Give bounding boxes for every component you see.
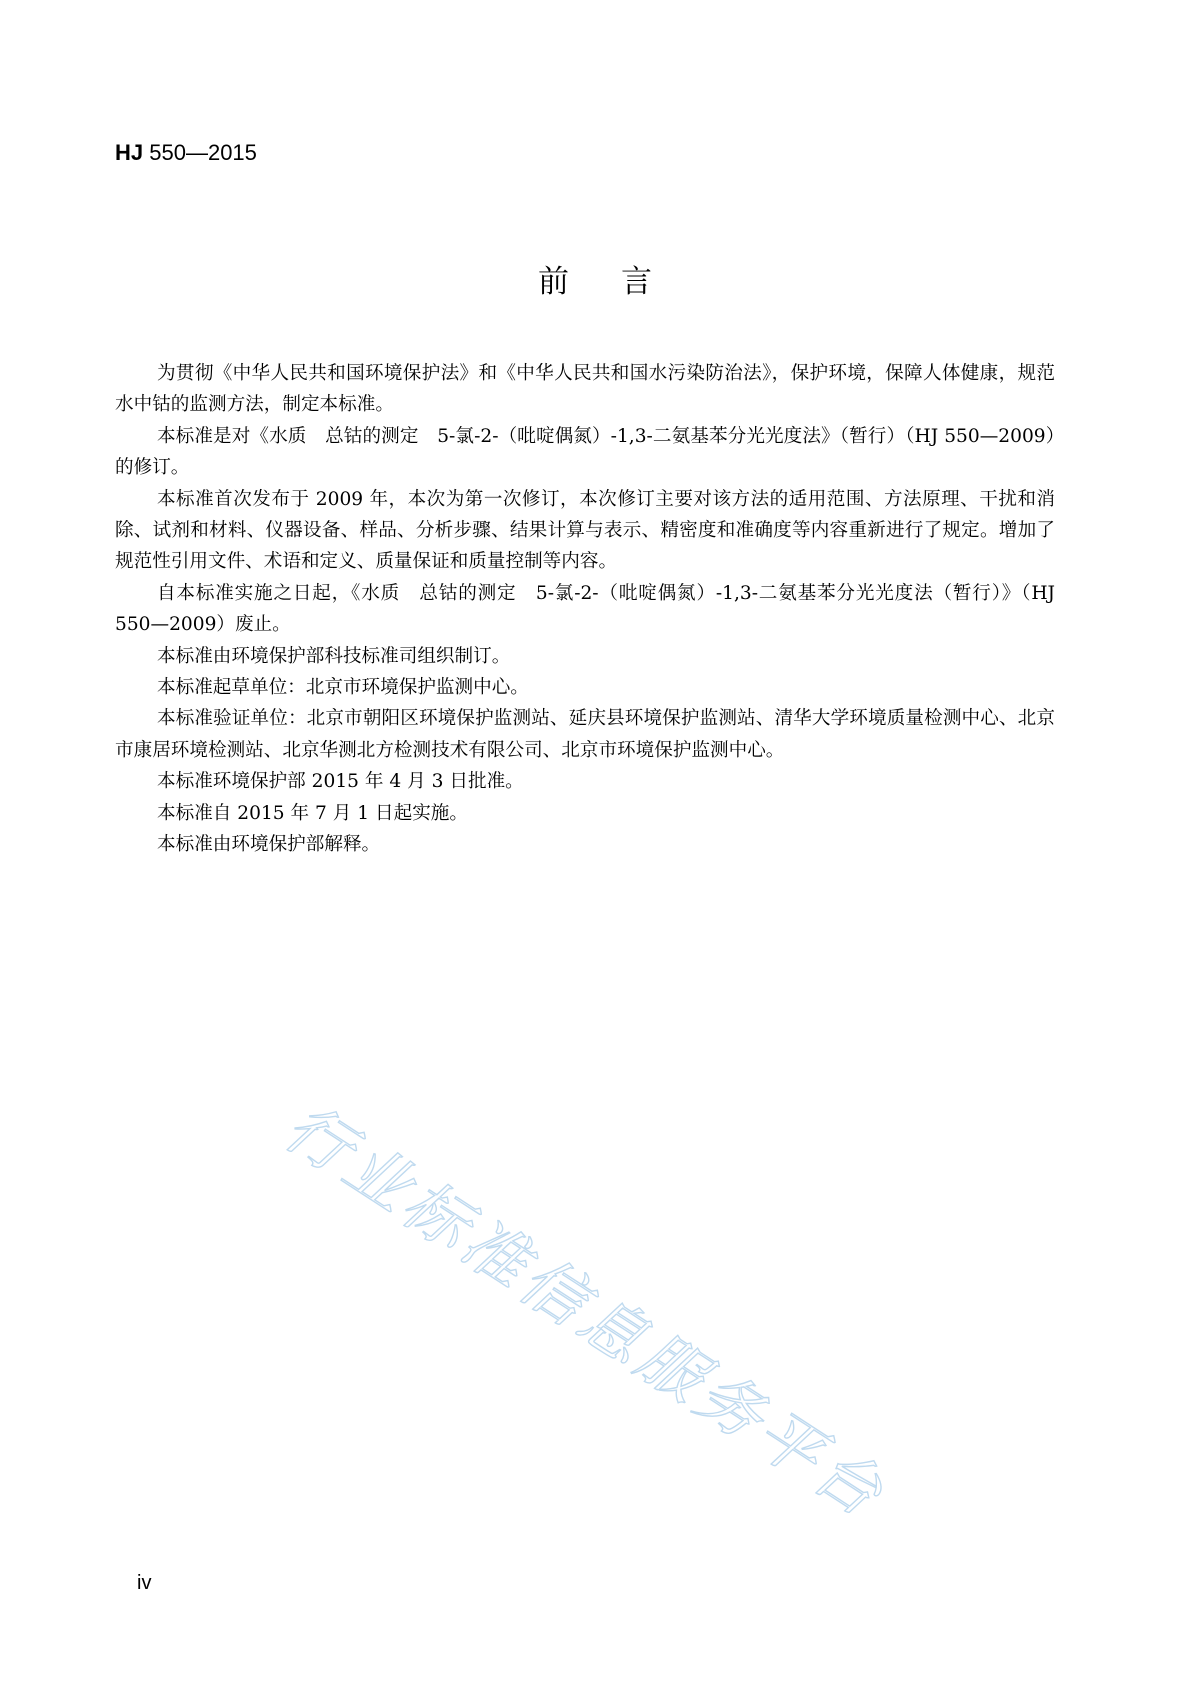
paragraph: 本标准验证单位：北京市朝阳区环境保护监测站、延庆县环境保护监测站、清华大学环境质量检测中心、北京市康居环境检测站、北京华测北方检测技术有限公司、北京市环境保护监测中心。: [115, 708, 1055, 761]
paragraph: 本标准由环境保护部科技标准司组织制订。: [157, 645, 511, 667]
page-number: iv: [137, 1572, 152, 1594]
paragraph: 本标准首次发布于 2009 年，本次为第一次修订，本次修订主要对该方法的适用范围、方法原理、干扰和消除、试剂和材料、仪器设备、样品、分析步骤、结果计算与表示、精密度和准确度等内容重新进行了规定。增加了规范性引用文件、术语和定义、质量保证和质量控制等内容。: [115, 488, 1055, 573]
foreword-body: [115, 358, 1055, 861]
watermark: 行业标准信息服务平台: [271, 1090, 899, 1534]
paragraph: 本标准是对《水质 总钴的测定 5-氯-2-（吡啶偶氮）-1,3-二氨基苯分光光度法》（暂行）（HJ 550—2009）的修订。: [115, 425, 1055, 479]
standard-code-prefix: HJ: [115, 140, 144, 165]
paragraph: 本标准由环境保护部解释。: [157, 834, 381, 856]
standard-code-number: 550—2015: [149, 140, 257, 165]
standard-code: [115, 140, 257, 166]
paragraph: 为贯彻《中华人民共和国环境保护法》和《中华人民共和国水污染防治法》，保护环境，保障人体健康，规范水中钴的监测方法，制定本标准。: [115, 363, 1055, 416]
paragraph: 本标准自 2015 年 7 月 1 日起实施。: [157, 802, 468, 824]
paragraph: 自本标准实施之日起，《水质 总钴的测定 5-氯-2-（吡啶偶氮）-1,3-二氨基苯分光光度法（暂行）》（HJ 550—2009）废止。: [115, 582, 1055, 636]
page-title: 前言: [538, 264, 704, 300]
paragraph: 本标准起草单位：北京市环境保护监测中心。: [157, 677, 529, 699]
paragraph: 本标准环境保护部 2015 年 4 月 3 日批准。: [157, 771, 524, 793]
